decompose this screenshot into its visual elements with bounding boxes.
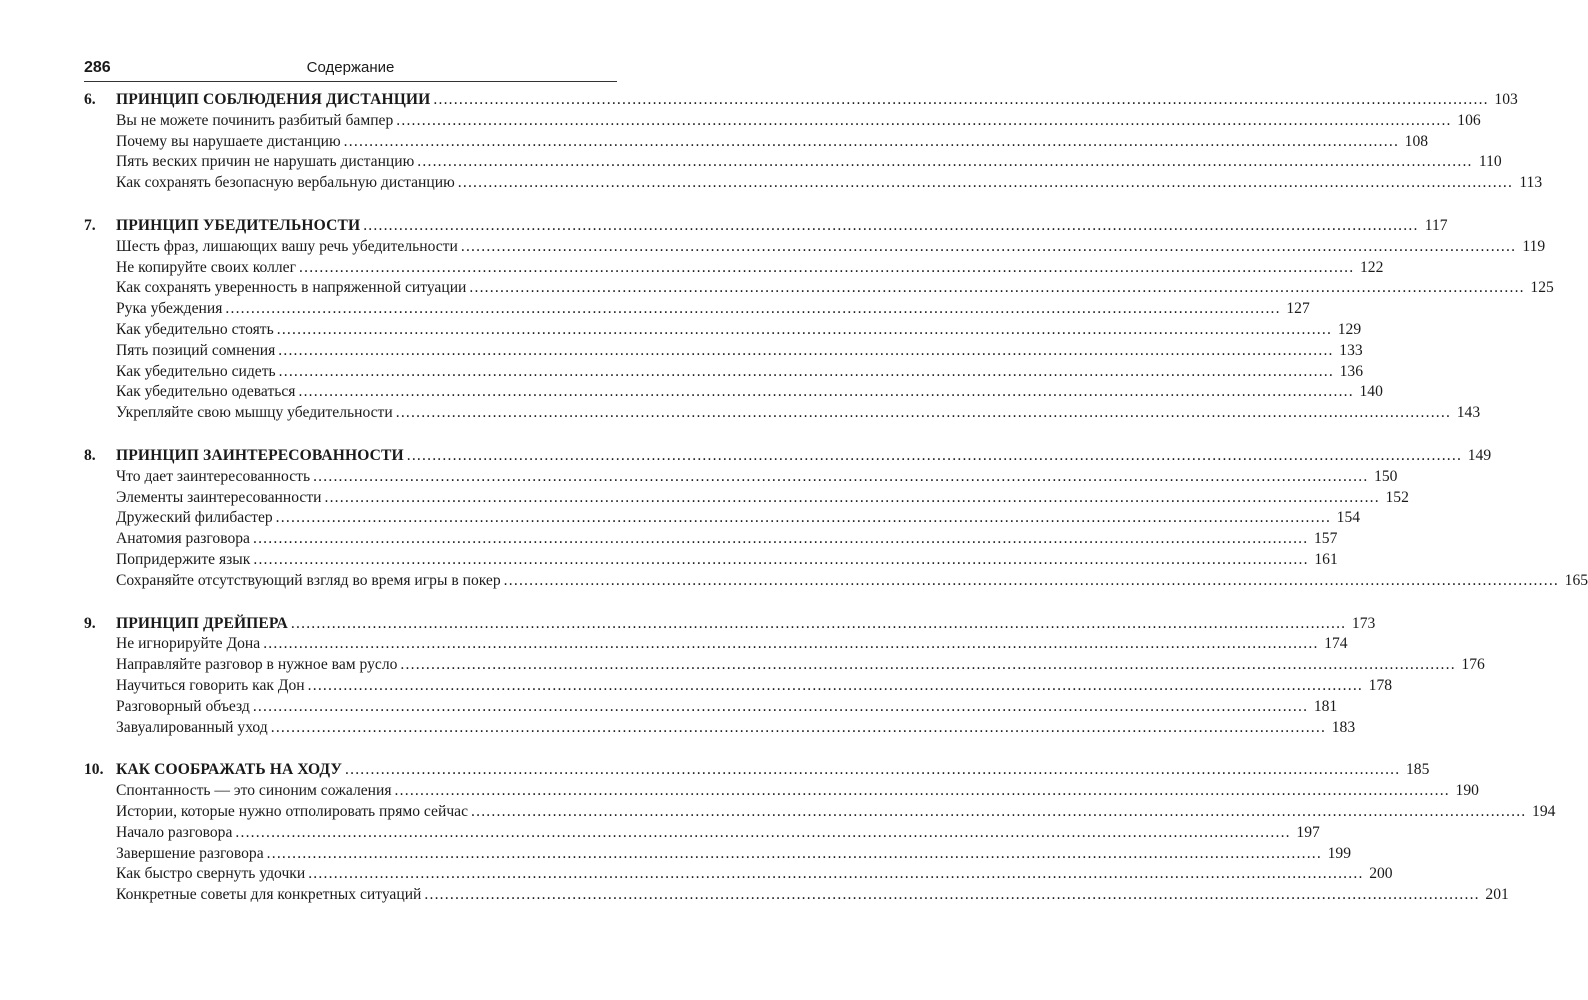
section-title: Как быстро свернуть удочки	[116, 865, 306, 883]
section-page: 161	[1314, 550, 1338, 568]
chapter-number: 10.	[84, 761, 104, 779]
toc-section-row[interactable]	[84, 111, 1481, 132]
section-title: Пять веских причин не нарушать дистанцию	[116, 153, 415, 171]
table-of-contents	[84, 90, 1588, 928]
dot-leader	[504, 571, 1559, 592]
dot-leader	[471, 802, 1526, 823]
toc-section-row[interactable]	[84, 173, 1543, 194]
dot-leader	[407, 446, 1462, 467]
section-title: Дружеский филибастер	[116, 509, 273, 527]
section-page: 140	[1359, 383, 1383, 401]
dot-leader	[298, 382, 1353, 403]
section-page: 133	[1339, 341, 1363, 359]
section-title: Как убедительно одеваться	[116, 383, 296, 401]
section-page: 183	[1331, 718, 1356, 736]
section-title: Рука убеждения	[116, 300, 223, 318]
toc-section-row[interactable]	[84, 258, 1384, 279]
toc-chapter-row[interactable]	[84, 614, 1376, 635]
section-title: Пять позиций сомнения	[116, 341, 276, 359]
chapter-page: 149	[1467, 446, 1492, 464]
section-page: 129	[1337, 320, 1362, 338]
dot-leader	[278, 341, 1333, 362]
toc-chapter	[84, 614, 1485, 739]
section-page: 174	[1324, 635, 1348, 653]
toc-section-row[interactable]	[84, 634, 1348, 655]
dot-leader	[396, 111, 1451, 132]
toc-chapter	[84, 216, 1554, 424]
dot-leader	[363, 216, 1418, 237]
dot-leader	[417, 152, 1472, 173]
toc-chapter-row[interactable]	[84, 446, 1492, 467]
chapter-page: 103	[1494, 91, 1518, 108]
section-title: Начало разговора	[116, 823, 233, 841]
dot-leader	[279, 362, 1334, 383]
page-header	[84, 58, 617, 80]
section-page: 113	[1519, 174, 1543, 192]
dot-leader	[225, 299, 1280, 320]
section-page: 119	[1522, 237, 1546, 255]
section-title: Шесть фраз, лишающих вашу речь убедительности	[116, 237, 458, 255]
section-page: 190	[1455, 782, 1479, 800]
dot-leader	[469, 278, 1524, 299]
toc-section-row[interactable]	[84, 823, 1320, 844]
dot-leader	[424, 885, 1479, 906]
toc-chapter	[84, 446, 1588, 592]
toc-section-row[interactable]	[84, 341, 1363, 362]
dot-leader	[253, 550, 1308, 571]
toc-section-row[interactable]	[84, 403, 1481, 424]
toc-section-row[interactable]	[84, 885, 1509, 906]
section-title: Сохраняйте отсутствующий взгляд во время игры в покер	[116, 571, 501, 589]
section-title: Попридержите язык	[116, 550, 251, 568]
dot-leader	[277, 320, 1332, 341]
toc-section-row[interactable]	[84, 320, 1362, 341]
section-page: 199	[1327, 844, 1352, 862]
section-title: Конкретные советы для конкретных ситуаций	[116, 886, 422, 904]
section-page: 176	[1461, 656, 1485, 674]
section-page: 157	[1313, 530, 1338, 548]
section-title: Не копируйте своих коллег	[116, 258, 296, 276]
toc-section-row[interactable]	[84, 132, 1429, 153]
toc-section-row[interactable]	[84, 237, 1546, 258]
toc-chapter-row[interactable]	[84, 216, 1448, 237]
chapter-page: 173	[1351, 614, 1376, 632]
section-page: 127	[1286, 300, 1310, 318]
section-page: 110	[1478, 153, 1502, 171]
chapter-page: 117	[1424, 216, 1448, 234]
section-page: 136	[1339, 362, 1364, 380]
dot-leader	[308, 864, 1363, 885]
section-title: Завуалированный уход	[116, 718, 268, 736]
section-page: 181	[1313, 697, 1338, 715]
dot-leader	[253, 529, 1308, 550]
section-title: Вы не можете починить разбитый бампер	[116, 111, 394, 129]
chapter-number: 6.	[84, 91, 96, 108]
dot-leader	[400, 655, 1455, 676]
section-title: Завершение разговора	[116, 844, 264, 862]
toc-chapter-row[interactable]	[84, 90, 1518, 111]
toc-section-row[interactable]	[84, 529, 1338, 550]
section-page: 106	[1457, 111, 1481, 129]
section-page: 197	[1296, 823, 1320, 841]
running-title: Содержание	[306, 59, 395, 76]
toc-section-row[interactable]	[84, 655, 1485, 676]
toc-section-row[interactable]	[84, 676, 1393, 697]
chapter-title: ПРИНЦИП СОБЛЮДЕНИЯ ДИСТАНЦИИ	[116, 91, 431, 108]
dot-leader	[291, 614, 1346, 635]
dot-leader	[267, 844, 1322, 865]
section-title: Разговорный объезд	[116, 697, 250, 715]
section-title: Спонтанность — это синоним сожаления	[116, 782, 392, 800]
section-title: Анатомия разговора	[116, 530, 250, 548]
section-page: 165	[1564, 571, 1588, 589]
section-page: 194	[1532, 802, 1556, 820]
toc-chapter	[84, 760, 1556, 906]
toc-section-row[interactable]	[84, 508, 1361, 529]
chapter-number: 9.	[84, 614, 96, 632]
dot-leader	[324, 488, 1379, 509]
toc-section-row[interactable]	[84, 152, 1502, 173]
toc-section-row[interactable]	[84, 781, 1479, 802]
toc-section-row[interactable]	[84, 382, 1383, 403]
chapter-title: КАК СООБРАЖАТЬ НА ХОДУ	[116, 761, 342, 779]
section-title: Что дает заинтересованность	[116, 467, 311, 485]
section-page: 108	[1404, 132, 1429, 150]
chapter-page: 185	[1406, 761, 1430, 779]
toc-section-row[interactable]	[84, 550, 1338, 571]
page-number: 286	[84, 59, 111, 76]
section-page: 152	[1385, 488, 1409, 506]
section-title: Научиться говорить как Дон	[116, 676, 305, 694]
section-title: Как убедительно стоять	[116, 320, 274, 338]
section-title: Почему вы нарушаете дистанцию	[116, 132, 341, 150]
section-page: 201	[1485, 886, 1509, 904]
section-page: 200	[1369, 865, 1393, 883]
toc-section-row[interactable]	[84, 571, 1588, 592]
dot-leader	[461, 237, 1516, 258]
toc-chapter	[84, 90, 1543, 194]
dot-leader	[395, 781, 1450, 802]
header-rule	[84, 81, 617, 82]
section-page: 143	[1456, 404, 1481, 422]
toc-section-row[interactable]	[84, 802, 1556, 823]
section-title: Истории, которые нужно отполировать прямо сейчас	[116, 802, 469, 820]
toc-section-row[interactable]	[84, 467, 1398, 488]
section-title: Элементы заинтересованности	[116, 488, 322, 506]
chapter-number: 7.	[84, 216, 96, 234]
toc-section-row[interactable]	[84, 697, 1338, 718]
dot-leader	[308, 676, 1363, 697]
section-title: Укрепляйте свою мышцу убедительности	[116, 404, 393, 422]
toc-section-row[interactable]	[84, 278, 1554, 299]
section-page: 122	[1360, 258, 1384, 276]
dot-leader	[299, 258, 1354, 279]
dot-leader	[458, 173, 1513, 194]
toc-section-row[interactable]	[84, 844, 1352, 865]
dot-leader	[313, 467, 1368, 488]
chapter-number: 8.	[84, 446, 96, 464]
chapter-title: ПРИНЦИП УБЕДИТЕЛЬНОСТИ	[116, 216, 361, 234]
section-page: 154	[1336, 509, 1361, 527]
toc-section-row[interactable]	[84, 299, 1310, 320]
toc-section-row[interactable]	[84, 864, 1393, 885]
dot-leader	[433, 90, 1488, 111]
section-title: Как сохранять уверенность в напряженной ситуации	[116, 279, 467, 297]
chapter-title: ПРИНЦИП ЗАИНТЕРЕСОВАННОСТИ	[116, 446, 404, 464]
dot-leader	[396, 403, 1451, 424]
dot-leader	[344, 132, 1399, 153]
dot-leader	[276, 508, 1331, 529]
section-page: 150	[1374, 467, 1398, 485]
toc-chapter-row[interactable]	[84, 760, 1430, 781]
dot-leader	[235, 823, 1290, 844]
section-page: 125	[1530, 279, 1554, 297]
dot-leader	[263, 634, 1318, 655]
dot-leader	[253, 697, 1308, 718]
section-title: Как сохранять безопасную вербальную дистанцию	[116, 174, 455, 192]
toc-section-row[interactable]	[84, 718, 1356, 739]
toc-section-row[interactable]	[84, 488, 1409, 509]
chapter-title: ПРИНЦИП ДРЕЙПЕРА	[116, 614, 288, 632]
section-title: Направляйте разговор в нужное вам русло	[116, 656, 398, 674]
section-title: Как убедительно сидеть	[116, 362, 276, 380]
section-title: Не игнорируйте Дона	[116, 635, 261, 653]
toc-section-row[interactable]	[84, 362, 1364, 383]
section-page: 178	[1368, 676, 1393, 694]
dot-leader	[271, 718, 1326, 739]
dot-leader	[345, 760, 1400, 781]
